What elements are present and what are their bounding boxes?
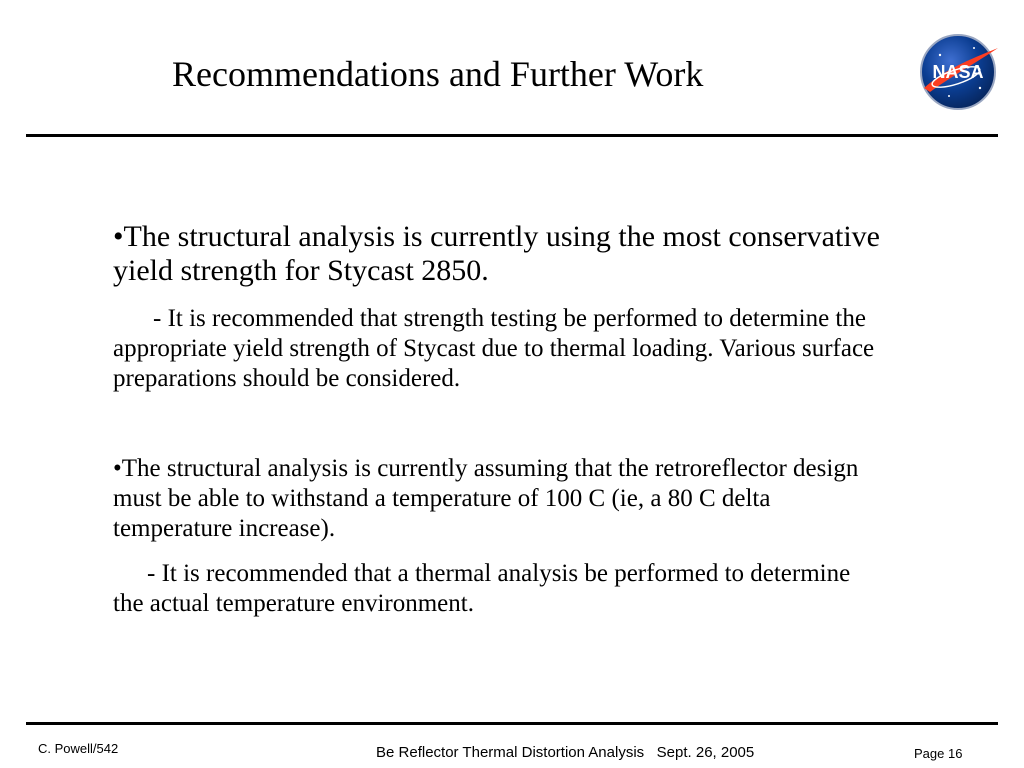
footer-author: C. Powell/542 [38, 741, 119, 756]
nasa-logo-icon [916, 30, 1000, 114]
footer-divider [26, 722, 998, 725]
footer-title: Be Reflector Thermal Distortion Analysis Sept. 26, 2005 [376, 744, 755, 761]
footer-page-number: Page 16 [914, 746, 963, 761]
bullet-one-subpoint: - It is recommended that strength testing be performed to determine the appropriate yield strength of Stycast due to thermal loading. Various surface preparations should be considered. [113, 305, 875, 392]
svg-text:NASA: NASA [932, 62, 984, 82]
bullet-two: •The structural analysis is currently assuming that the retroreflector design must be able to withstand a temperature of 100 C (ie, a 80 C delta temperature increase). [113, 455, 859, 542]
bullet-one: •The structural analysis is currently using the most conservative yield strength for Stycast 2850. [113, 220, 880, 287]
title-divider [26, 134, 998, 137]
bullet-two-subpoint: - It is recommended that a thermal analysis be performed to determine the actual temperature environment. [113, 560, 851, 617]
slide-title: Recommendations and Further Work [172, 54, 704, 94]
